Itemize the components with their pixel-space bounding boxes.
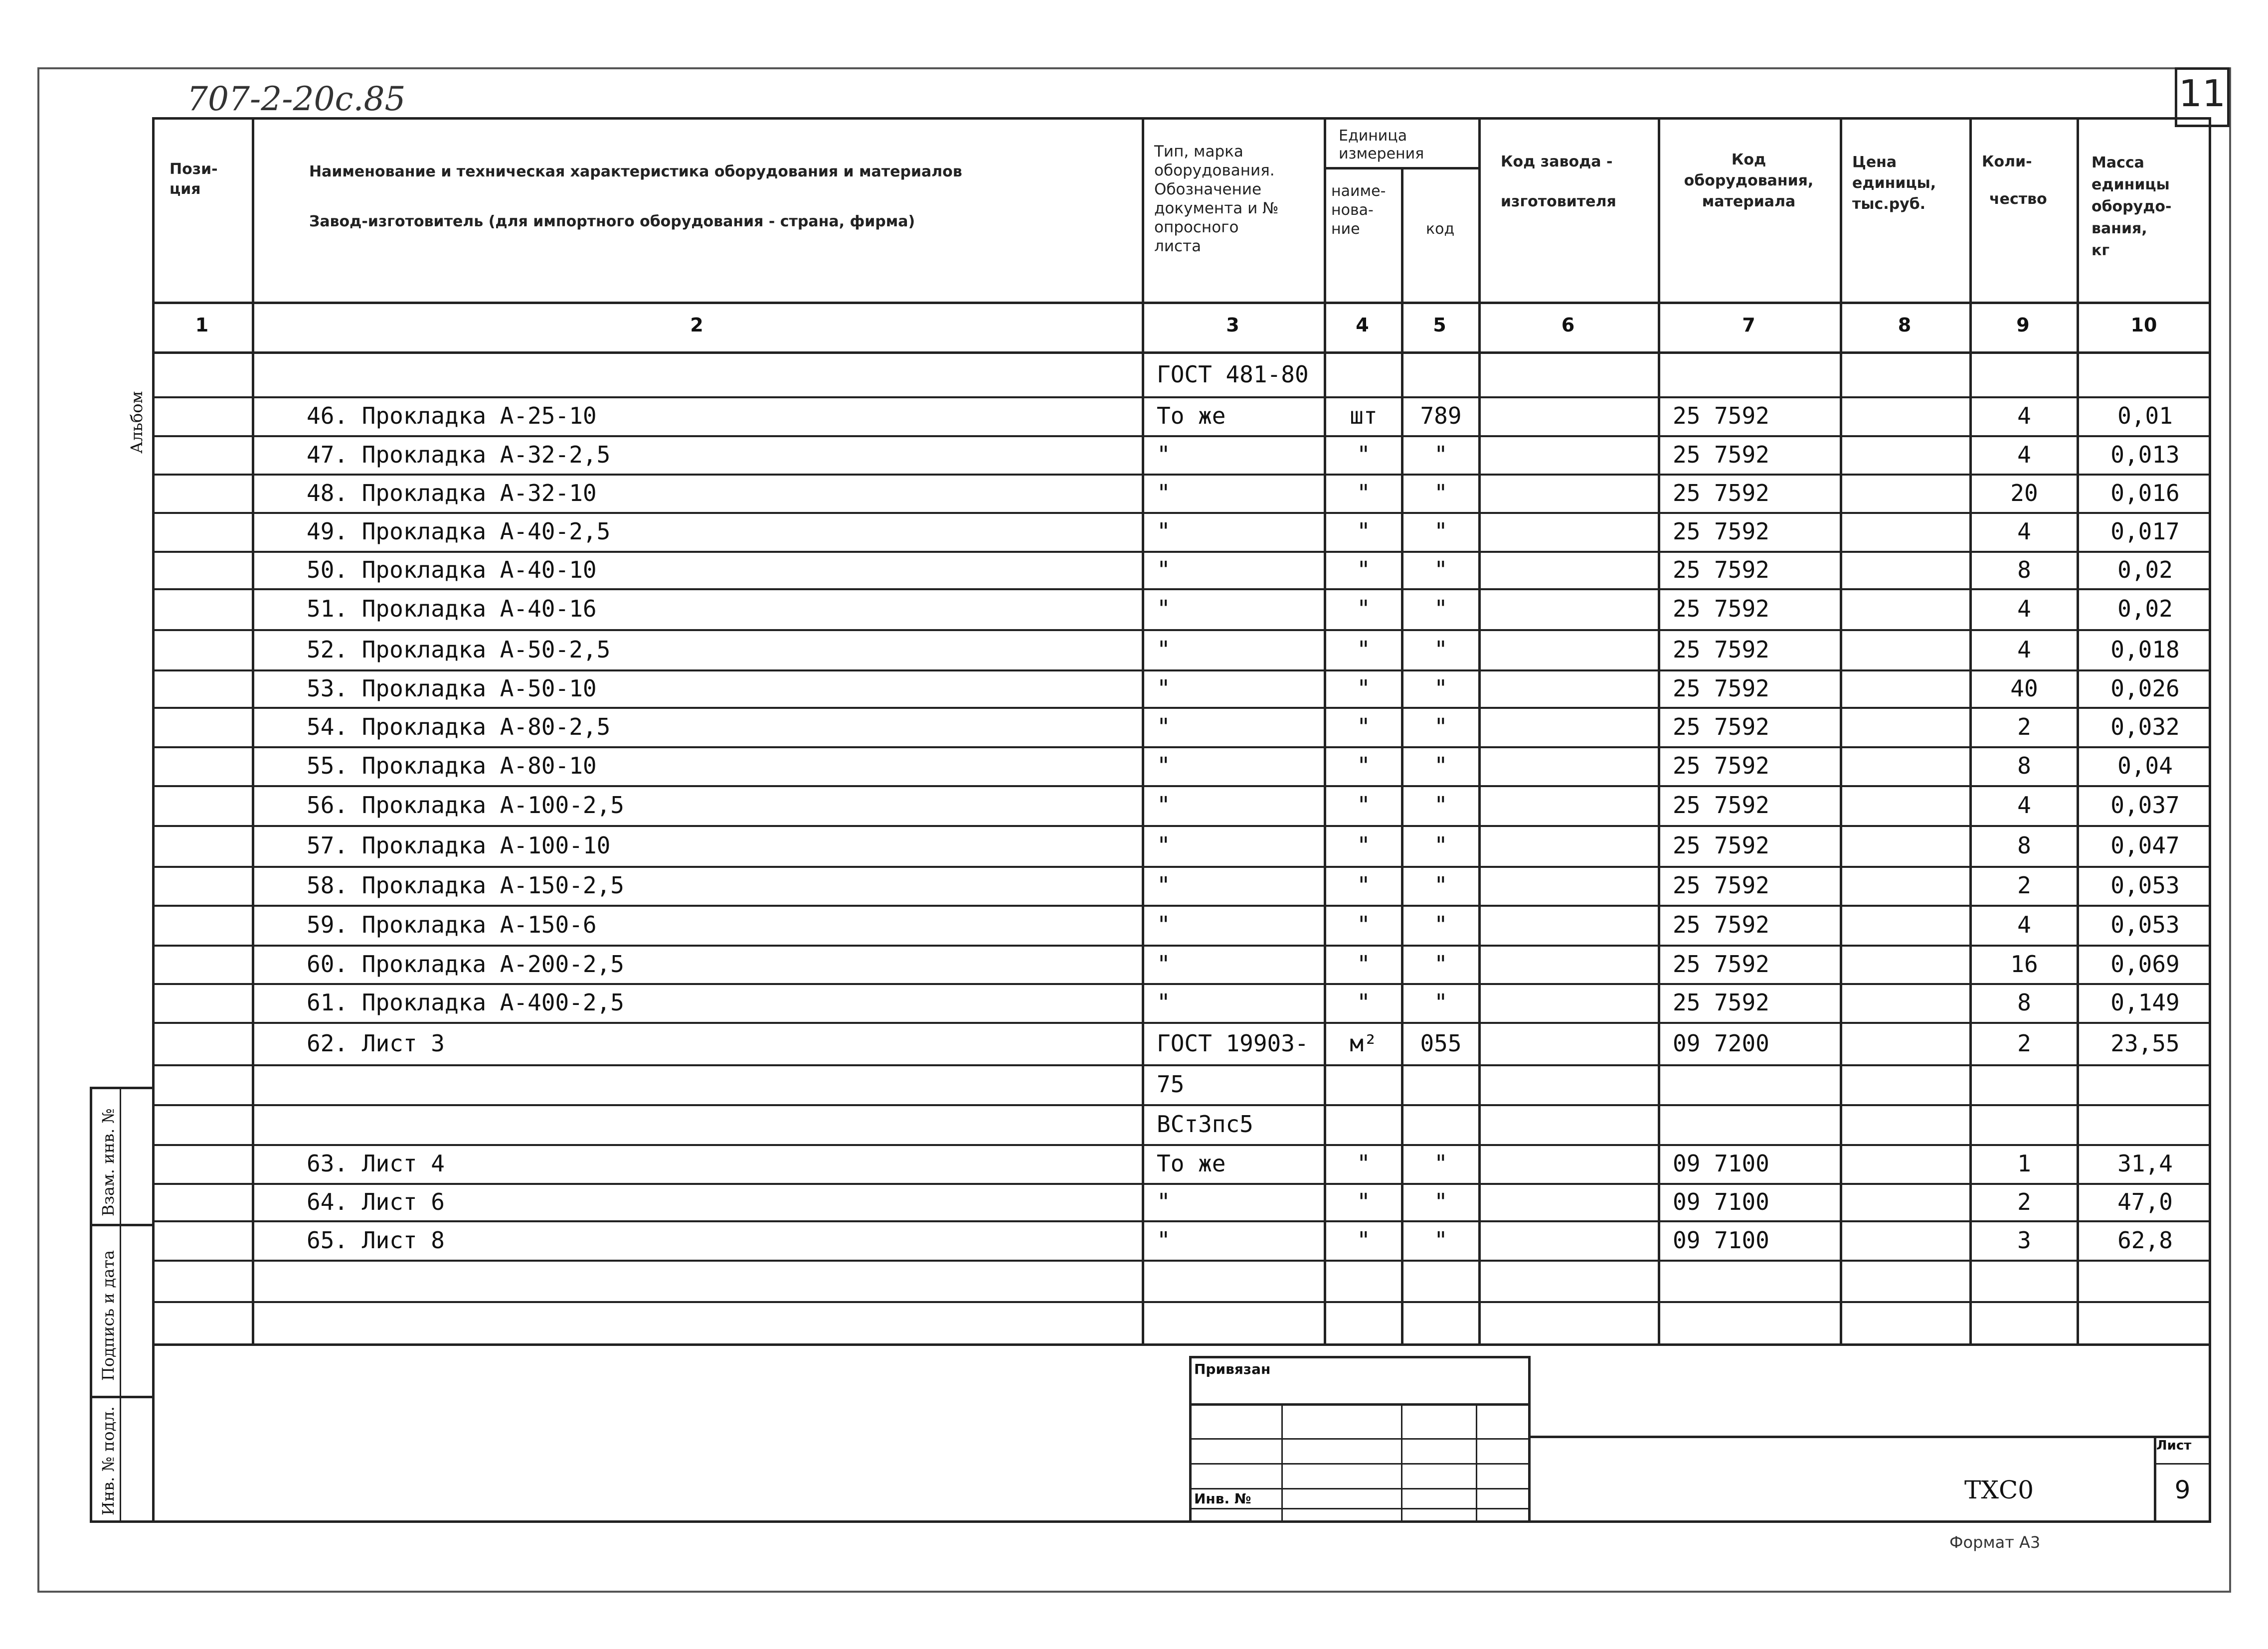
side-label-album: Альбом — [127, 391, 146, 454]
row-divider — [152, 866, 2211, 868]
cell-unit: " — [1357, 950, 1371, 978]
cell-mass: 0,149 — [2110, 989, 2180, 1016]
cell-name: 60. Прокладка А-200-2,5 — [307, 950, 624, 978]
cell-code: " — [1434, 1150, 1448, 1177]
cell-unit: " — [1357, 518, 1371, 545]
cell-mass: 0,026 — [2110, 674, 2180, 702]
cell-qty: 20 — [2010, 479, 2038, 506]
col-number-5: 5 — [1433, 314, 1446, 336]
row-divider — [152, 707, 2211, 709]
page-number: 11 — [2178, 72, 2226, 115]
row-divider — [152, 669, 2211, 671]
cell-type: 75 — [1157, 1071, 1185, 1098]
side-label-sign-date: Подпись и дата — [99, 1250, 118, 1381]
cell-name: 56. Прокладка А-100-2,5 — [307, 792, 624, 819]
cell-mass: 0,037 — [2110, 792, 2180, 819]
header-maker-code-2: изготовителя — [1501, 193, 1616, 210]
cell-type: " — [1157, 872, 1171, 899]
cell-type: " — [1157, 595, 1171, 622]
row-divider — [152, 983, 2211, 985]
cell-unit: " — [1357, 1188, 1371, 1215]
col-number-10: 10 — [2130, 314, 2157, 336]
cell-code: " — [1434, 872, 1448, 899]
cell-type: То же — [1157, 402, 1226, 429]
stamp-sheet-number: 9 — [2174, 1476, 2191, 1504]
cell-type: " — [1157, 674, 1171, 702]
cell-equip: 25 7592 — [1673, 674, 1769, 702]
row-divider — [152, 435, 2211, 437]
cell-code: " — [1434, 1188, 1448, 1215]
cell-type: " — [1157, 518, 1171, 545]
row-divider — [152, 825, 2211, 827]
side-label-inv-orig: Инв. № подл. — [99, 1406, 118, 1515]
header-type: Тип, марка оборудования. Обозначение документа и № опросного листа — [1154, 143, 1279, 255]
cell-type: ГОСТ 481-80 — [1157, 361, 1309, 388]
row-divider — [152, 746, 2211, 748]
cell-type: " — [1157, 636, 1171, 663]
row-divider — [152, 512, 2211, 514]
cell-mass: 0,02 — [2117, 556, 2173, 583]
cell-code: " — [1434, 950, 1448, 978]
cell-name: 62. Лист 3 — [307, 1029, 445, 1057]
cell-mass: 0,016 — [2110, 479, 2180, 506]
cell-unit: " — [1357, 752, 1371, 779]
cell-equip: 25 7592 — [1673, 872, 1769, 899]
cell-code: " — [1434, 1226, 1448, 1254]
cell-qty: 4 — [2017, 402, 2031, 429]
header-mass: Масса единицы оборудо- вания, кг — [2092, 154, 2172, 259]
cell-unit: " — [1357, 479, 1371, 506]
cell-unit: " — [1357, 1226, 1371, 1254]
cell-type: " — [1157, 1188, 1171, 1215]
cell-equip: 25 7592 — [1673, 713, 1769, 740]
stamp-document-code: ТХС0 — [1964, 1476, 2034, 1504]
cell-mass: 0,053 — [2110, 872, 2180, 899]
cell-unit: " — [1357, 832, 1371, 859]
cell-qty: 1 — [2017, 1150, 2031, 1177]
cell-type: " — [1157, 911, 1171, 938]
cell-unit: шт — [1350, 402, 1378, 429]
cell-type: ГОСТ 19903- — [1157, 1029, 1309, 1057]
cell-qty: 3 — [2017, 1226, 2031, 1254]
cell-unit: " — [1357, 595, 1371, 622]
col-number-7: 7 — [1742, 314, 1755, 336]
cell-qty: 2 — [2017, 1188, 2031, 1215]
cell-code: " — [1434, 518, 1448, 545]
header-qty-2: чество — [1989, 190, 2047, 208]
col-number-1: 1 — [195, 314, 209, 336]
cell-qty: 4 — [2017, 636, 2031, 663]
cell-qty: 4 — [2017, 518, 2031, 545]
cell-equip: 25 7592 — [1673, 636, 1769, 663]
row-divider — [152, 1104, 2211, 1106]
header-price: Цена единицы, тыс.руб. — [1852, 154, 1936, 213]
cell-mass: 0,04 — [2117, 752, 2173, 779]
cell-qty: 8 — [2017, 832, 2031, 859]
cell-type: ВСт3пс5 — [1157, 1111, 1253, 1138]
row-divider — [152, 1064, 2211, 1066]
row-divider — [152, 396, 2211, 398]
cell-equip: 25 7592 — [1673, 950, 1769, 978]
cell-code: " — [1434, 595, 1448, 622]
cell-unit: " — [1357, 713, 1371, 740]
cell-mass: 0,01 — [2117, 402, 2173, 429]
cell-code: " — [1434, 556, 1448, 583]
cell-qty: 16 — [2010, 950, 2038, 978]
cell-code: " — [1434, 911, 1448, 938]
col-number-9: 9 — [2016, 314, 2030, 336]
col-number-4: 4 — [1356, 314, 1369, 336]
cell-qty: 2 — [2017, 713, 2031, 740]
col-number-2: 2 — [690, 314, 703, 336]
cell-qty: 4 — [2017, 792, 2031, 819]
cell-equip: 25 7592 — [1673, 441, 1769, 468]
header-name-line1: Наименование и техническая характеристика оборудования и материалов — [309, 163, 962, 180]
cell-mass: 47,0 — [2117, 1188, 2173, 1215]
cell-unit: " — [1357, 441, 1371, 468]
row-divider — [152, 474, 2211, 476]
cell-equip: 09 7100 — [1673, 1226, 1769, 1254]
cell-mass: 31,4 — [2117, 1150, 2173, 1177]
cell-unit: " — [1357, 792, 1371, 819]
cell-code: " — [1434, 479, 1448, 506]
cell-equip: 25 7592 — [1673, 556, 1769, 583]
cell-type: " — [1157, 989, 1171, 1016]
cell-equip: 25 7592 — [1673, 989, 1769, 1016]
cell-name: 52. Прокладка А-50-2,5 — [307, 636, 611, 663]
cell-name: 48. Прокладка А-32-10 — [307, 479, 597, 506]
cell-code: " — [1434, 441, 1448, 468]
cell-type: " — [1157, 556, 1171, 583]
cell-equip: 25 7592 — [1673, 479, 1769, 506]
cell-qty: 4 — [2017, 595, 2031, 622]
header-name-line2: Завод-изготовитель (для импортного оборудования - страна, фирма) — [309, 213, 915, 230]
cell-equip: 09 7200 — [1673, 1029, 1769, 1057]
cell-mass: 0,013 — [2110, 441, 2180, 468]
cell-qty: 2 — [2017, 1029, 2031, 1057]
document-code: 707-2-20с.85 — [187, 80, 406, 118]
cell-name: 57. Прокладка А-100-10 — [307, 832, 611, 859]
cell-equip: 25 7592 — [1673, 402, 1769, 429]
cell-type: " — [1157, 441, 1171, 468]
cell-code: " — [1434, 989, 1448, 1016]
cell-mass: 23,55 — [2110, 1029, 2180, 1057]
row-divider — [152, 1301, 2211, 1303]
cell-equip: 09 7100 — [1673, 1150, 1769, 1177]
col-number-6: 6 — [1561, 314, 1575, 336]
cell-mass: 0,017 — [2110, 518, 2180, 545]
row-divider — [152, 629, 2211, 631]
cell-equip: 25 7592 — [1673, 595, 1769, 622]
cell-code: 055 — [1420, 1029, 1462, 1057]
cell-name: 64. Лист 6 — [307, 1188, 445, 1215]
cell-type: " — [1157, 713, 1171, 740]
cell-unit: " — [1357, 674, 1371, 702]
cell-name: 63. Лист 4 — [307, 1150, 445, 1177]
row-divider — [152, 1022, 2211, 1024]
col-number-3: 3 — [1226, 314, 1239, 336]
cell-name: 55. Прокладка А-80-10 — [307, 752, 597, 779]
cell-code: " — [1434, 713, 1448, 740]
header-position: Пози- ция — [170, 161, 218, 198]
cell-name: 58. Прокладка А-150-2,5 — [307, 872, 624, 899]
cell-equip: 25 7592 — [1673, 832, 1769, 859]
row-divider — [152, 551, 2211, 553]
row-divider — [152, 785, 2211, 787]
cell-equip: 25 7592 — [1673, 792, 1769, 819]
stamp-sheet-label: Лист — [2156, 1438, 2192, 1453]
cell-unit: " — [1357, 1150, 1371, 1177]
cell-unit: " — [1357, 911, 1371, 938]
cell-type: " — [1157, 832, 1171, 859]
row-divider — [152, 588, 2211, 590]
header-equip-code: Код оборудования, материала — [1684, 151, 1814, 210]
cell-unit: " — [1357, 636, 1371, 663]
cell-mass: 0,02 — [2117, 595, 2173, 622]
cell-type: " — [1157, 792, 1171, 819]
header-qty-1: Коли- — [1982, 153, 2032, 170]
cell-qty: 40 — [2010, 674, 2038, 702]
cell-code: 789 — [1420, 402, 1462, 429]
stamp-linked-label: Привязан — [1194, 1361, 1271, 1377]
cell-name: 54. Прокладка А-80-2,5 — [307, 713, 611, 740]
cell-qty: 8 — [2017, 752, 2031, 779]
cell-name: 65. Лист 8 — [307, 1226, 445, 1254]
cell-type: " — [1157, 479, 1171, 506]
cell-qty: 4 — [2017, 911, 2031, 938]
cell-unit: " — [1357, 989, 1371, 1016]
cell-equip: 25 7592 — [1673, 752, 1769, 779]
cell-code: " — [1434, 674, 1448, 702]
cell-equip: 25 7592 — [1673, 518, 1769, 545]
cell-code: " — [1434, 636, 1448, 663]
cell-qty: 2 — [2017, 872, 2031, 899]
cell-unit: м² — [1350, 1029, 1378, 1057]
cell-mass: 62,8 — [2117, 1226, 2173, 1254]
cell-name: 47. Прокладка А-32-2,5 — [307, 441, 611, 468]
format-label: Формат А3 — [1949, 1533, 2041, 1552]
cell-unit: " — [1357, 872, 1371, 899]
cell-mass: 0,018 — [2110, 636, 2180, 663]
cell-equip: 25 7592 — [1673, 911, 1769, 938]
header-maker-code-1: Код завода - — [1501, 153, 1613, 170]
cell-name: 53. Прокладка А-50-10 — [307, 674, 597, 702]
cell-type: " — [1157, 1226, 1171, 1254]
row-divider — [152, 945, 2211, 947]
cell-name: 51. Прокладка А-40-16 — [307, 595, 597, 622]
cell-code: " — [1434, 792, 1448, 819]
cell-qty: 8 — [2017, 989, 2031, 1016]
col-number-8: 8 — [1898, 314, 1912, 336]
cell-mass: 0,069 — [2110, 950, 2180, 978]
cell-name: 61. Прокладка А-400-2,5 — [307, 989, 624, 1016]
row-divider — [152, 1144, 2211, 1146]
cell-name: 59. Прокладка А-150-6 — [307, 911, 597, 938]
side-label-replace-inv: Взам. инв. № — [99, 1108, 118, 1216]
cell-qty: 8 — [2017, 556, 2031, 583]
cell-mass: 0,032 — [2110, 713, 2180, 740]
cell-code: " — [1434, 832, 1448, 859]
header-unit-name: наиме- нова- ние — [1331, 182, 1386, 238]
cell-name: 49. Прокладка А-40-2,5 — [307, 518, 611, 545]
header-unit-code: код — [1426, 220, 1455, 238]
cell-unit: " — [1357, 556, 1371, 583]
cell-type: То же — [1157, 1150, 1226, 1177]
cell-name: 46. Прокладка А-25-10 — [307, 402, 597, 429]
cell-type: " — [1157, 752, 1171, 779]
cell-type: " — [1157, 950, 1171, 978]
cell-equip: 09 7100 — [1673, 1188, 1769, 1215]
row-divider — [152, 1220, 2211, 1222]
cell-code: " — [1434, 752, 1448, 779]
row-divider — [152, 1183, 2211, 1185]
cell-mass: 0,053 — [2110, 911, 2180, 938]
header-unit: Единица измерения — [1339, 127, 1424, 163]
cell-qty: 4 — [2017, 441, 2031, 468]
cell-mass: 0,047 — [2110, 832, 2180, 859]
cell-name: 50. Прокладка А-40-10 — [307, 556, 597, 583]
row-divider — [152, 1260, 2211, 1262]
row-divider — [152, 905, 2211, 907]
stamp-inv-no-label: Инв. № — [1194, 1490, 1251, 1507]
